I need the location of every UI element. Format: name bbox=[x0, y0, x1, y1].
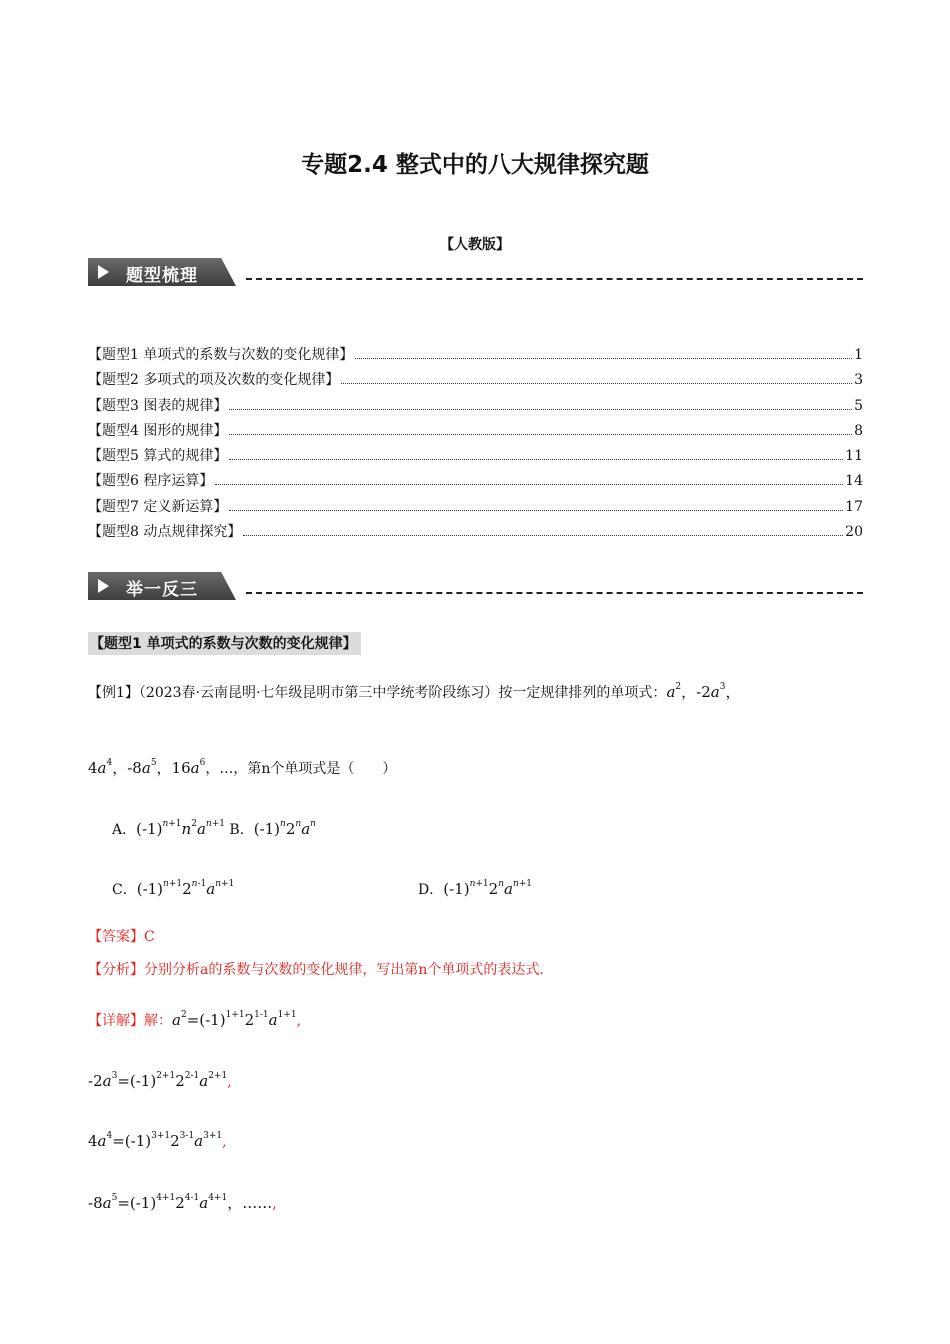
page-title: 专题2.4 整式中的八大规律探究题 bbox=[301, 152, 649, 178]
option-c[interactable]: C．$(-1)^{n+1}2^{n-1}a^{n+1}$ bbox=[112, 879, 235, 898]
play-icon bbox=[98, 265, 109, 279]
option-d[interactable]: D．$(-1)^{n+1}2^na^{n+1}$ bbox=[418, 879, 533, 898]
toc-item-1[interactable]: 【题型1 单项式的系数与次数的变化规律】 1 bbox=[88, 347, 863, 363]
example-line-2: $4a^4$，$-8a^5$，$16a^6$，…，第n个单项式是（ ） bbox=[88, 758, 397, 777]
toc-banner bbox=[88, 258, 863, 290]
practice-banner-label: 举一反三 bbox=[126, 580, 198, 600]
detail-line-4: $-8a^5=(-1)^{4+1}2^{4-1}a^{4+1}$，……, bbox=[88, 1193, 277, 1212]
toc-item-2[interactable]: 【题型2 多项式的项及次数的变化规律】 3 bbox=[88, 372, 863, 389]
detail-line-1: 【详解】解：$a^2=(-1)^{1+1}2^{1-1}a^{1+1}$, bbox=[88, 1010, 302, 1029]
toc-item-3[interactable]: 【题型3 图表的规律】 5 bbox=[88, 397, 863, 414]
section-heading: 【题型1 单项式的系数与次数的变化规律】 bbox=[88, 632, 361, 655]
detail-line-2: $-2a^3=(-1)^{2+1}2^{2-1}a^{2+1}$, bbox=[88, 1071, 232, 1090]
practice-banner bbox=[88, 572, 863, 604]
play-icon bbox=[98, 579, 109, 593]
toc-banner-label: 题型梳理 bbox=[126, 266, 198, 286]
detail-line-3: $4a^4=(-1)^{3+1}2^{3-1}a^{3+1}$, bbox=[88, 1131, 227, 1150]
toc-item-4[interactable]: 【题型4 图形的规律】 8 bbox=[88, 422, 863, 439]
toc-item-5[interactable]: 【题型5 算式的规律】 11 bbox=[88, 448, 863, 465]
analysis-line: 【分析】分别分析a的系数与次数的变化规律，写出第n个单项式的表达式． bbox=[88, 962, 554, 978]
answer-line: 【答案】C bbox=[88, 929, 155, 945]
example-line-1: 【例1】（2023春·云南昆明·七年级昆明市第三中学统考阶段练习）按一定规律排列的单项式：$a^2$，$-2a^3$， bbox=[88, 682, 741, 701]
toc-item-6[interactable]: 【题型6 程序运算】 14 bbox=[88, 473, 863, 490]
option-a-b[interactable]: A．$(-1)^{n+1}n^2a^{n+1}$ B．$(-1)^n2^na^n$ bbox=[112, 819, 316, 838]
toc-item-8[interactable]: 【题型8 动点规律探究】 20 bbox=[88, 524, 863, 541]
toc-item-7[interactable]: 【题型7 定义新运算】 17 bbox=[88, 498, 863, 515]
edition-label: 【人教版】 bbox=[440, 237, 510, 253]
table-of-contents bbox=[88, 344, 863, 546]
